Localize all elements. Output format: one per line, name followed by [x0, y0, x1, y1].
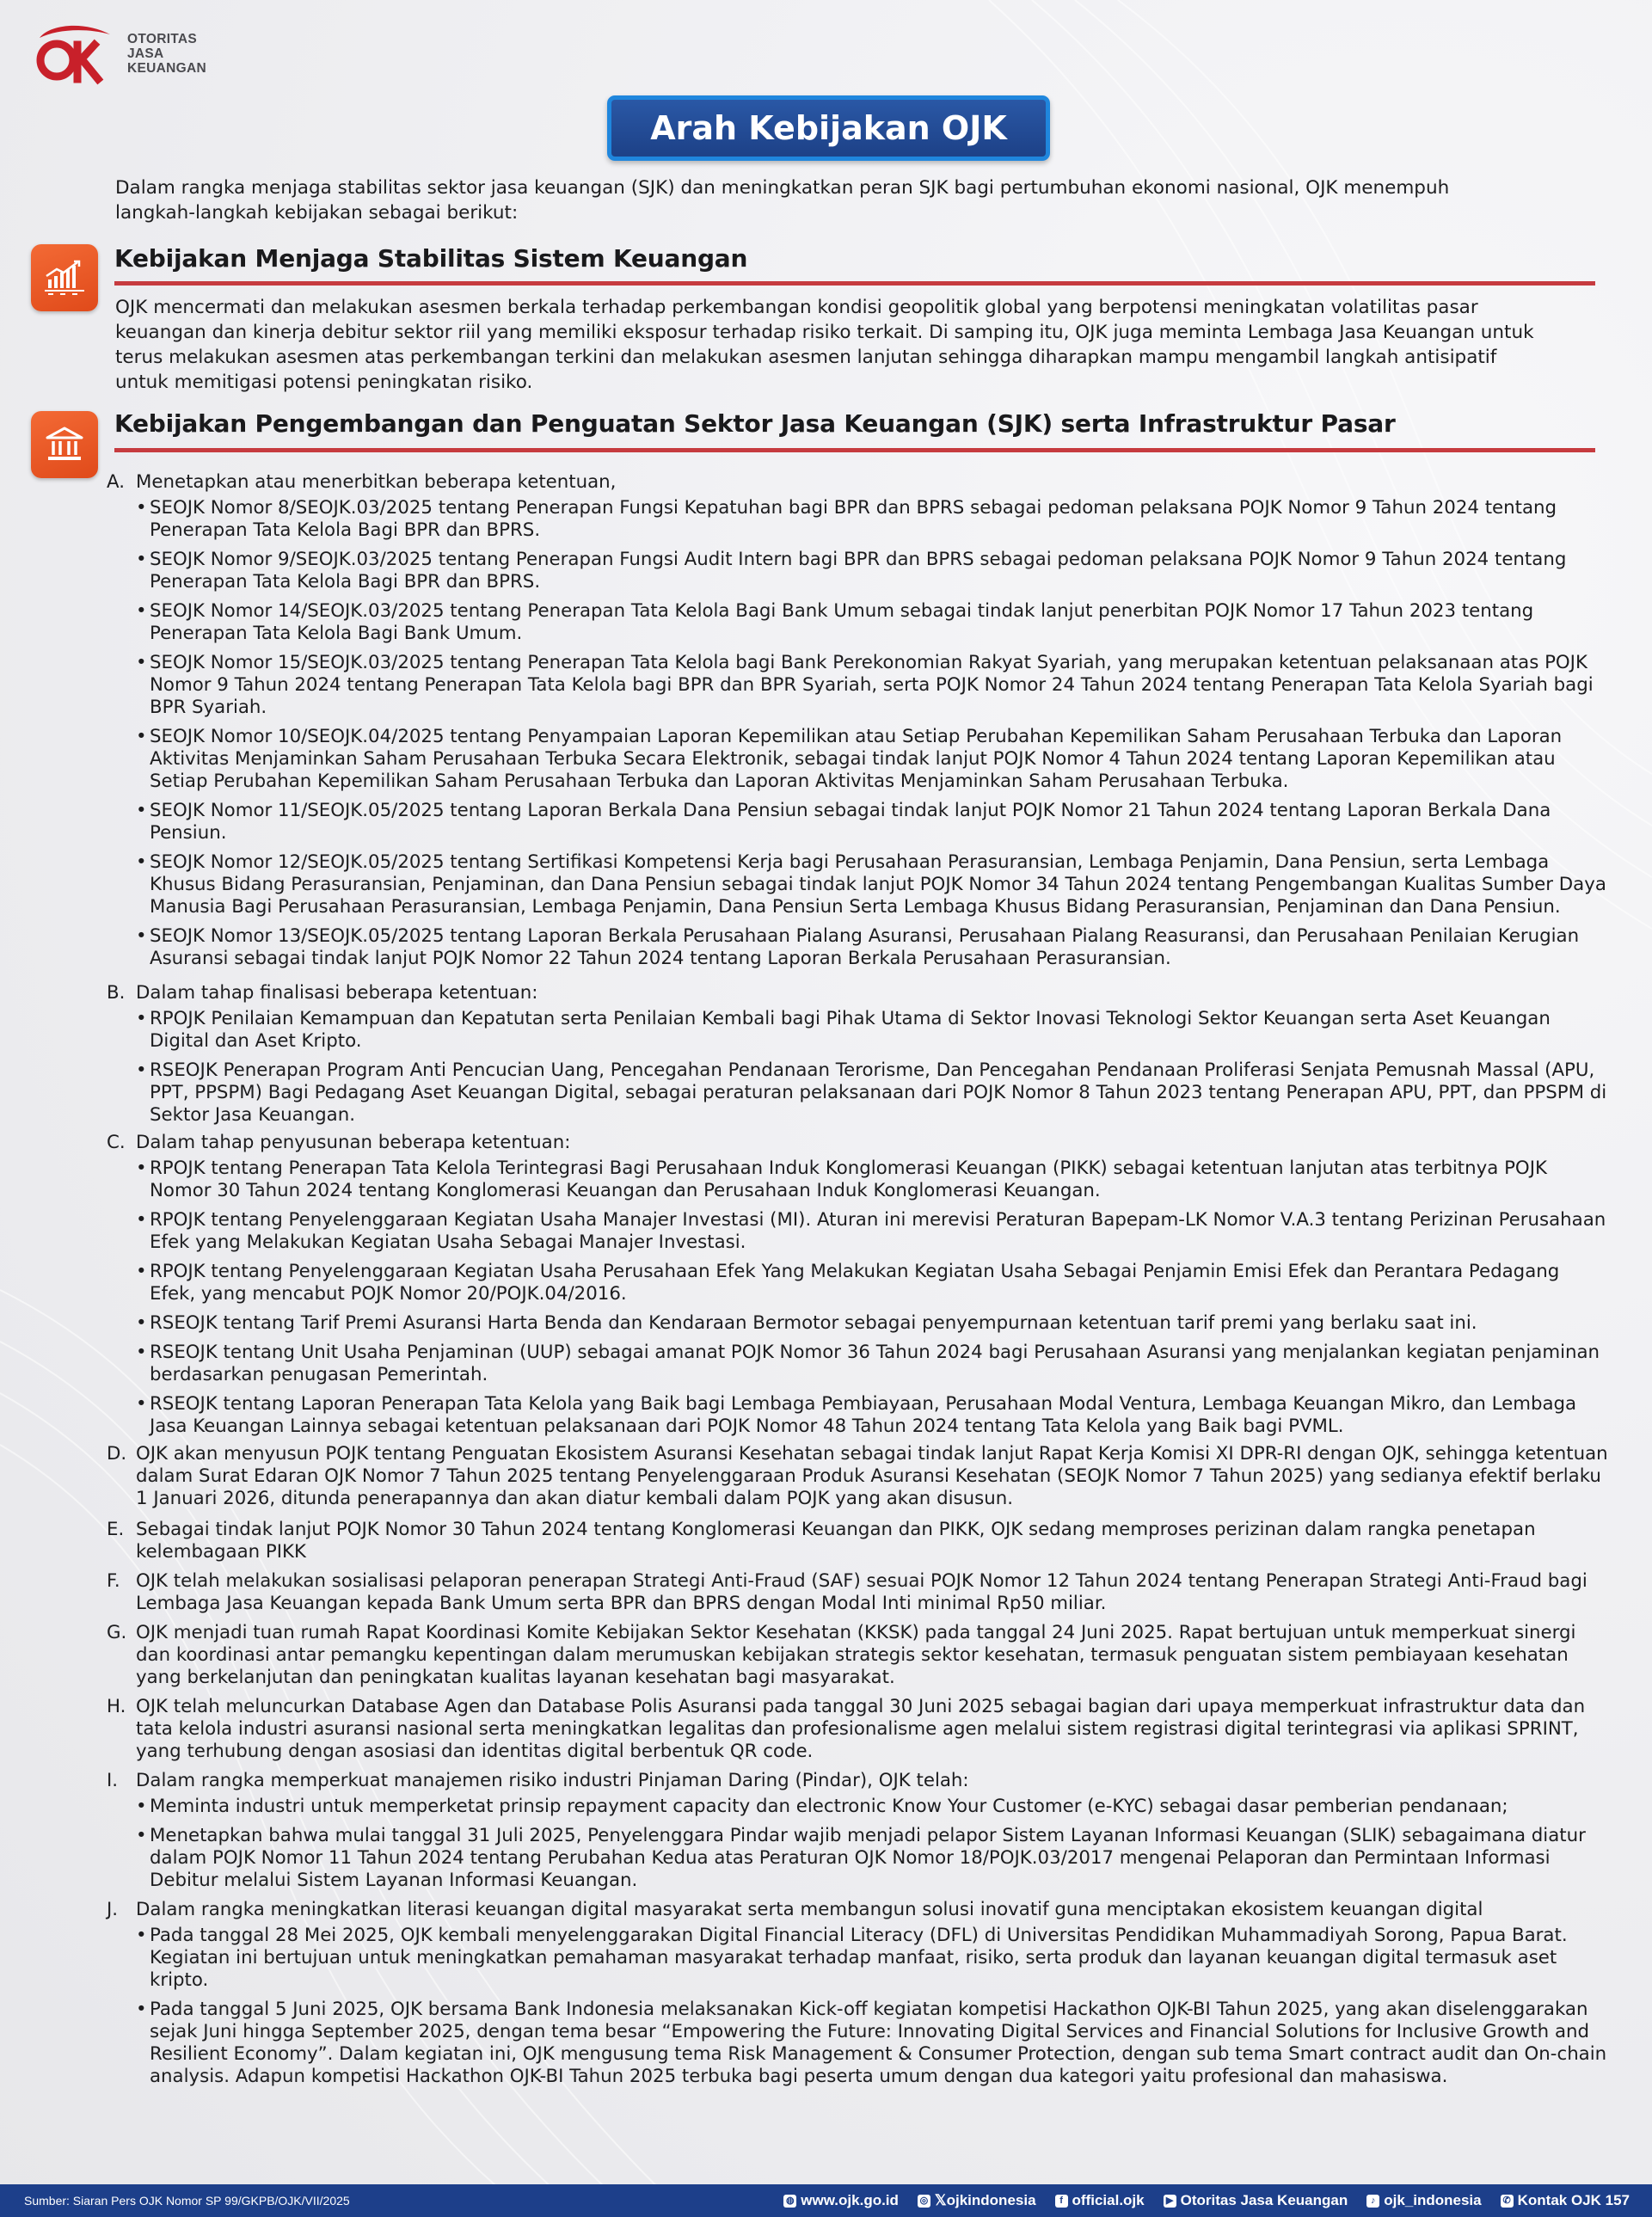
- policy-bullet-text: SEOJK Nomor 14/SEOJK.03/2025 tentang Penerapan Tata Kelola Bagi Bank Umum sebagai tindak lanjut penerbitan POJK Nomor 17 Tahun 2023 tentang Penerapan Tata Kelola Bagi Bank Umum.: [150, 600, 1534, 644]
- policy-bullet: [136, 1158, 1610, 1202]
- policy-bullet: [136, 652, 1610, 719]
- bullet-dot-icon: •: [136, 1312, 147, 1334]
- policy-item: [107, 1132, 1610, 1154]
- globe-icon: ◍: [783, 2195, 796, 2208]
- policy-item-letter: B.: [107, 982, 126, 1004]
- policy-bullet-text: SEOJK Nomor 10/SEOJK.04/2025 tentang Penyampaian Laporan Kepemilikan atau Setiap Perubahan Kepemilikan Saham Perusahaan Terbuka dan Laporan Aktivitas Menjaminkan Saham Perusahaan Terbuka Secara Elektronik, sebagai tindak lanjut POJK Nomor 4 Tahun 2024 tentang Laporan Kepemilikan atau Setiap Perubahan Kepemilikan Saham Perusahaan Terbuka dan Laporan Aktivitas Menjaminkan Saham Perusahaan Terbuka.: [150, 726, 1563, 792]
- bullet-dot-icon: •: [136, 497, 147, 519]
- policy-item-letter: J.: [107, 1899, 119, 1920]
- policy-bullet: [136, 1999, 1610, 2088]
- policy-bullet: [136, 600, 1610, 645]
- tiktok-icon: ♪: [1366, 2195, 1379, 2208]
- policy-item-text: Dalam rangka memperkuat manajemen risiko industri Pinjaman Daring (Pindar), OJK telah:: [136, 1770, 969, 1791]
- institution-building-icon: [31, 411, 98, 478]
- policy-item-letter: G.: [107, 1622, 127, 1643]
- policy-bullet-text: RPOJK Penilaian Kemampuan dan Kepatutan serta Penilaian Kembali bagi Pihak Utama di Sektor Inovasi Teknologi Sektor Keuangan serta Aset Keuangan Digital dan Aset Kripto.: [150, 1008, 1551, 1052]
- logo-line-2: JASA: [127, 46, 164, 61]
- footer-link-instagram-x[interactable]: [918, 2192, 1036, 2209]
- bullet-dot-icon: •: [136, 1825, 147, 1846]
- bullet-dot-icon: •: [136, 1342, 147, 1363]
- policy-bullet: [136, 1925, 1610, 1992]
- policy-bullet-text: Pada tanggal 28 Mei 2025, OJK kembali menyelenggarakan Digital Financial Literacy (DFL) di Universitas Pendidikan Muhammadiyah Sorong, Papua Barat. Kegiatan ini bertujuan untuk meningkatkan pemahaman masyarakat terhadap manfaat, risiko, serta produk dan layanan keuangan digital termasuk aset kripto.: [150, 1925, 1568, 1991]
- policy-bullet-text: RPOJK tentang Penyelenggaraan Kegiatan Usaha Manajer Investasi (MI). Aturan ini merevisi Peraturan Bapepam-LK Nomor V.A.3 tentang Perizinan Perusahaan Efek yang Melakukan Kegiatan Usaha Sebagai Manajer Investasi.: [150, 1209, 1606, 1253]
- policy-bullet: [136, 1393, 1610, 1438]
- policy-bullet: [136, 1209, 1610, 1254]
- footer-link-label: official.ojk: [1072, 2192, 1145, 2208]
- policy-item-text: OJK telah meluncurkan Database Agen dan Database Polis Asuransi pada tanggal 30 Juni 2025 sebagai bagian dari upaya memperkuat infrastruktur data dan tata kelola industri asuransi nasional serta meningkatkan legalitas dan profesionalisme agen melalui sistem registrasi digital terintegrasi via aplikasi SPRINT, yang terhubung dengan asosiasi dan identitas digital berbentuk QR code.: [136, 1696, 1586, 1762]
- bullet-dot-icon: •: [136, 652, 147, 673]
- policy-bullet-text: RPOJK tentang Penyelenggaraan Kegiatan Usaha Perusahaan Efek Yang Melakukan Kegiatan Usaha Sebagai Penjamin Emisi Efek dan Perantara Pedagang Efek, yang mencabut POJK Nomor 20/POJK.04/2016.: [150, 1261, 1560, 1305]
- chart-growth-icon: [31, 244, 98, 311]
- policy-bullet: [136, 925, 1610, 970]
- policy-item: [107, 471, 1610, 494]
- footer-link-label: ojk_indonesia: [1384, 2192, 1482, 2208]
- policy-item-text: Sebagai tindak lanjut POJK Nomor 30 Tahun 2024 tentang Konglomerasi Keuangan dan PIKK, OJK sedang memproses perizinan dalam rangka penetapan kelembagaan PIKK: [136, 1519, 1536, 1563]
- footer-link-label: 𝕏ojkindonesia: [934, 2192, 1036, 2208]
- bullet-dot-icon: •: [136, 1059, 147, 1081]
- bullet-dot-icon: •: [136, 1008, 147, 1029]
- policy-bullet-text: SEOJK Nomor 8/SEOJK.03/2025 tentang Penerapan Fungsi Kepatuhan bagi BPR dan BPRS sebagai pedoman pelaksana POJK Nomor 9 Tahun 2024 tentang Penerapan Tata Kelola Bagi BPR dan BPRS.: [150, 497, 1557, 541]
- youtube-icon: ▶: [1164, 2195, 1176, 2208]
- policy-bullet-text: Pada tanggal 5 Juni 2025, OJK bersama Bank Indonesia melaksanakan Kick-off kegiatan kompetisi Hackathon OJK-BI Tahun 2025, yang akan diselenggarakan sejak Juni hingga September 2025, dengan tema besar “Empowering the Future: Innovating Digital Services and Financial Solutions for Inclusive Growth and Resilient Economy”. Dalam kegiatan ini, OJK mengusung tema Risk Management & Consumer Protection, dengan sub tema Smart contract audit dan On-chain analysis. Adapun kompetisi Hackathon OJK-BI Tahun 2025 terbuka bagi peserta umum dengan dua kategori yaitu profesional dan mahasiswa.: [150, 1999, 1607, 2087]
- policy-bullet: [136, 549, 1610, 593]
- policy-bullet: [136, 1796, 1610, 1818]
- policy-bullet-text: Meminta industri untuk memperketat prinsip repayment capacity dan electronic Know Your Customer (e-KYC) sebagai dasar pemberian pendanaan;: [150, 1796, 1508, 1817]
- bullet-dot-icon: •: [136, 1209, 147, 1231]
- policy-item: [107, 1770, 1610, 1792]
- section1-divider: [114, 281, 1595, 286]
- ojk-logo-mark: [33, 19, 119, 88]
- policy-item: [107, 1570, 1610, 1615]
- bullet-dot-icon: •: [136, 1393, 147, 1415]
- facebook-icon: f: [1055, 2195, 1068, 2208]
- section2-title: Kebijakan Pengembangan dan Penguatan Sektor Jasa Keuangan (SJK) serta Infrastruktur Pasar: [114, 409, 1396, 438]
- footer-bar: [0, 2184, 1652, 2217]
- policy-item-letter: E.: [107, 1519, 125, 1540]
- bullet-dot-icon: •: [136, 726, 147, 747]
- policy-item-text: Dalam tahap finalisasi beberapa ketentuan:: [136, 982, 538, 1004]
- footer-link-tiktok[interactable]: [1366, 2192, 1481, 2209]
- bullet-dot-icon: •: [136, 549, 147, 570]
- policy-bullet-text: RSEOJK tentang Laporan Penerapan Tata Kelola yang Baik bagi Lembaga Pembiayaan, Perusahaan Modal Ventura, Lembaga Keuangan Mikro, dan Lembaga Jasa Keuangan Lainnya sebagai ketentuan pelaksanaan dari POJK Nomor 48 Tahun 2024 tentang Tata Kelola yang Baik bagi PVML.: [150, 1393, 1577, 1437]
- footer-source: Sumber: Siaran Pers OJK Nomor SP 99/GKPB/OJK/VII/2025: [24, 2194, 350, 2208]
- policy-bullet-text: Menetapkan bahwa mulai tanggal 31 Juli 2025, Penyelenggara Pindar wajib menjadi pelapor Sistem Layanan Informasi Keuangan (SLIK) sebagaimana diatur dalam POJK Nomor 11 Tahun 2024 tentang Perubahan Kedua atas Peraturan OJK Nomor 18/POJK.03/2017 mengenai Pelaporan dan Permintaan Informasi Debitur melalui Sistem Layanan Informasi Keuangan.: [150, 1825, 1586, 1891]
- policy-item-letter: A.: [107, 471, 125, 493]
- policy-item-letter: I.: [107, 1770, 119, 1791]
- policy-item: [107, 1443, 1610, 1510]
- policy-bullet-text: RSEOJK Penerapan Program Anti Pencucian Uang, Pencegahan Pendanaan Terorisme, Dan Pencegahan Pendanaan Proliferasi Senjata Pemusnah Massal (APU, PPT, PPSPM) Bagi Pedagang Aset Keuangan Digital, sebagai peraturan pelaksanaan dari POJK Nomor 8 Tahun 2023 tentang Penerapan APU, PPT, dan PPSPM di Sektor Jasa Keuangan.: [150, 1059, 1607, 1126]
- policy-bullet: [136, 497, 1610, 542]
- policy-bullet: [136, 1312, 1610, 1335]
- policy-item-letter: D.: [107, 1443, 127, 1465]
- ojk-logo: [33, 19, 206, 88]
- bullet-dot-icon: •: [136, 925, 147, 947]
- footer-link-label: www.ojk.go.id: [801, 2192, 899, 2208]
- policy-item: [107, 1696, 1610, 1763]
- policy-bullet-text: SEOJK Nomor 15/SEOJK.03/2025 tentang Penerapan Tata Kelola bagi Bank Perekonomian Rakyat Syariah, yang merupakan ketentuan pelaksanaan atas POJK Nomor 9 Tahun 2024 tentang Penerapan Tata Kelola bagi BPR dan BPR Syariah, serta POJK Nomor 24 Tahun 2024 tentang Penerapan Tata Kelola Syariah bagi BPR Syariah.: [150, 652, 1594, 718]
- policy-item: [107, 1899, 1610, 1921]
- policy-item-text: OJK telah melakukan sosialisasi pelaporan penerapan Strategi Anti-Fraud (SAF) sesuai POJK Nomor 12 Tahun 2024 tentang Penerapan Strategi Anti-Fraud bagi Lembaga Jasa Keuangan kepada Bank Umum serta BPR dan BPRS dengan Modal Inti minimal Rp50 miliar.: [136, 1570, 1588, 1614]
- policy-bullet: [136, 1261, 1610, 1305]
- policy-list: [107, 471, 1610, 2088]
- policy-item-text: Dalam rangka meningkatkan literasi keuangan digital masyarakat serta membangun solusi inovatif guna menciptakan ekosistem keuangan digital: [136, 1899, 1483, 1920]
- instagram-x-icon: ◎: [918, 2195, 930, 2208]
- policy-item-letter: H.: [107, 1696, 126, 1717]
- footer-link-globe[interactable]: [783, 2192, 899, 2209]
- policy-item: [107, 982, 1610, 1004]
- bullet-dot-icon: •: [136, 1261, 147, 1282]
- policy-bullet-text: SEOJK Nomor 12/SEOJK.05/2025 tentang Sertifikasi Kompetensi Kerja bagi Perusahaan Perasuransian, Lembaga Penjamin, Dana Pensiun, serta Lembaga Khusus Bidang Perasuransian, Penjaminan, dan Dana Pensiun sebagai tindak lanjut POJK Nomor 34 Tahun 2024 tentang Pengembangan Kualitas Sumber Daya Manusia Bagi Perusahaan Perasuransian, Lembaga Penjamin, Dana Pensiun Serta Lembaga Khusus Bidang Perasuransian, Penjaminan dan Dana Pensiun.: [150, 851, 1606, 918]
- policy-bullet: [136, 1008, 1610, 1053]
- policy-item-letter: F.: [107, 1570, 120, 1592]
- bullet-dot-icon: •: [136, 600, 147, 622]
- bullet-dot-icon: •: [136, 851, 147, 873]
- policy-bullet: [136, 800, 1610, 844]
- policy-bullet-text: RSEOJK tentang Unit Usaha Penjaminan (UUP) sebagai amanat POJK Nomor 36 Tahun 2024 bagi Perusahaan Asuransi yang menjalankan kegiatan penjaminan berdasarkan penugasan Pemerintah.: [150, 1342, 1600, 1385]
- footer-link-phone[interactable]: [1501, 2192, 1630, 2209]
- policy-item: [107, 1622, 1610, 1689]
- ojk-logo-text: [127, 32, 206, 76]
- policy-bullet: [136, 1342, 1610, 1386]
- logo-line-1: OTORITAS: [127, 31, 198, 46]
- section1-title: Kebijakan Menjaga Stabilitas Sistem Keuangan: [114, 244, 748, 273]
- policy-item: [107, 1519, 1610, 1563]
- policy-bullet-text: RSEOJK tentang Tarif Premi Asuransi Harta Benda dan Kendaraan Bermotor sebagai penyempurnaan ketentuan tarif premi yang berlaku saat ini.: [150, 1312, 1477, 1334]
- logo-line-3: KEUANGAN: [127, 60, 206, 76]
- policy-item-letter: C.: [107, 1132, 126, 1153]
- policy-bullet-text: SEOJK Nomor 13/SEOJK.05/2025 tentang Laporan Berkala Perusahaan Pialang Asuransi, Perusahaan Pialang Reasuransi, dan Perusahaan Penilaian Kerugian Asuransi sebagai tindak lanjut POJK Nomor 22 Tahun 2024 tentang Laporan Berkala Perusahaan Perasuransian.: [150, 925, 1580, 969]
- policy-bullet-text: SEOJK Nomor 9/SEOJK.03/2025 tentang Penerapan Fungsi Audit Intern bagi BPR dan BPRS sebagai pedoman pelaksana POJK Nomor 9 Tahun 2024 tentang Penerapan Tata Kelola Bagi BPR dan BPRS.: [150, 549, 1567, 593]
- bullet-dot-icon: •: [136, 1796, 147, 1817]
- page-title: Arah Kebijakan OJK: [607, 95, 1050, 161]
- bullet-dot-icon: •: [136, 1158, 147, 1179]
- policy-bullet: [136, 726, 1610, 793]
- policy-bullet: [136, 1825, 1610, 1892]
- policy-bullet: [136, 1059, 1610, 1127]
- footer-link-youtube[interactable]: [1164, 2192, 1348, 2209]
- footer-link-label: Kontak OJK 157: [1517, 2192, 1630, 2208]
- policy-bullet-text: SEOJK Nomor 11/SEOJK.05/2025 tentang Laporan Berkala Dana Pensiun sebagai tindak lanjut POJK Nomor 21 Tahun 2024 tentang Laporan Berkala Dana Pensiun.: [150, 800, 1551, 844]
- section2-divider: [114, 448, 1595, 452]
- section1-text: OJK mencermati dan melakukan asesmen berkala terhadap perkembangan kondisi geopolitik global yang berpotensi meningkatan volatilitas pasar keuangan dan kinerja debitur sektor riil yang memiliki eksposur terhadap risiko terkait. Di samping itu, OJK juga meminta Lembaga Jasa Keuangan untuk terus melakukan asesmen atas perkembangan terkini dan melakukan asesmen lanjutan sehingga diharapkan mampu mengambil langkah antisipatif untuk memitigasi potensi peningkatan risiko.: [115, 297, 1534, 393]
- policy-item-text: Dalam tahap penyusunan beberapa ketentuan:: [136, 1132, 571, 1153]
- footer-link-facebook[interactable]: [1055, 2192, 1145, 2209]
- intro-text: Dalam rangka menjaga stabilitas sektor jasa keuangan (SJK) dan meningkatkan peran SJK bagi pertumbuhan ekonomi nasional, OJK menempuh langkah-langkah kebijakan sebagai berikut:: [115, 177, 1450, 224]
- footer-links: [783, 2192, 1630, 2209]
- policy-item-text: OJK menjadi tuan rumah Rapat Koordinasi Komite Kebijakan Sektor Kesehatan (KKSK) pada tanggal 24 Juni 2025. Rapat bertujuan untuk memperkuat sinergi dan koordinasi antar pemangku kepentingan dalam merumuskan kebijakan strategis sektor kesehatan, termasuk penguatan sistem pembiayaan kesehatan yang berkelanjutan dan peningkatan kualitas layanan kesehatan bagi masyarakat.: [136, 1622, 1576, 1688]
- phone-icon: ✆: [1501, 2195, 1514, 2208]
- bullet-dot-icon: •: [136, 1925, 147, 1946]
- policy-item-text: OJK akan menyusun POJK tentang Penguatan Ekosistem Asuransi Kesehatan sebagai tindak lanjut Rapat Kerja Komisi XI DPR-RI dengan OJK, sehingga ketentuan dalam Surat Edaran OJK Nomor 7 Tahun 2025 tentang Penyelenggaraan Produk Asuransi Kesehatan (SEOJK Nomor 7 Tahun 2025) yang sedianya efektif berlaku 1 Januari 2026, ditunda penerapannya dan akan diatur kembali dalam POJK yang akan disusun.: [136, 1443, 1608, 1509]
- bullet-dot-icon: •: [136, 1999, 147, 2020]
- footer-link-label: Otoritas Jasa Keuangan: [1180, 2192, 1348, 2208]
- policy-bullet-text: RPOJK tentang Penerapan Tata Kelola Terintegrasi Bagi Perusahaan Induk Konglomerasi Keuangan (PIKK) sebagai ketentuan lanjutan atas terbitnya POJK Nomor 30 Tahun 2024 tentang Konglomerasi Keuangan dan Perusahaan Induk Konglomerasi Keuangan.: [150, 1158, 1547, 1201]
- policy-bullet: [136, 851, 1610, 918]
- policy-item-text: Menetapkan atau menerbitkan beberapa ketentuan,: [136, 471, 617, 493]
- bullet-dot-icon: •: [136, 800, 147, 821]
